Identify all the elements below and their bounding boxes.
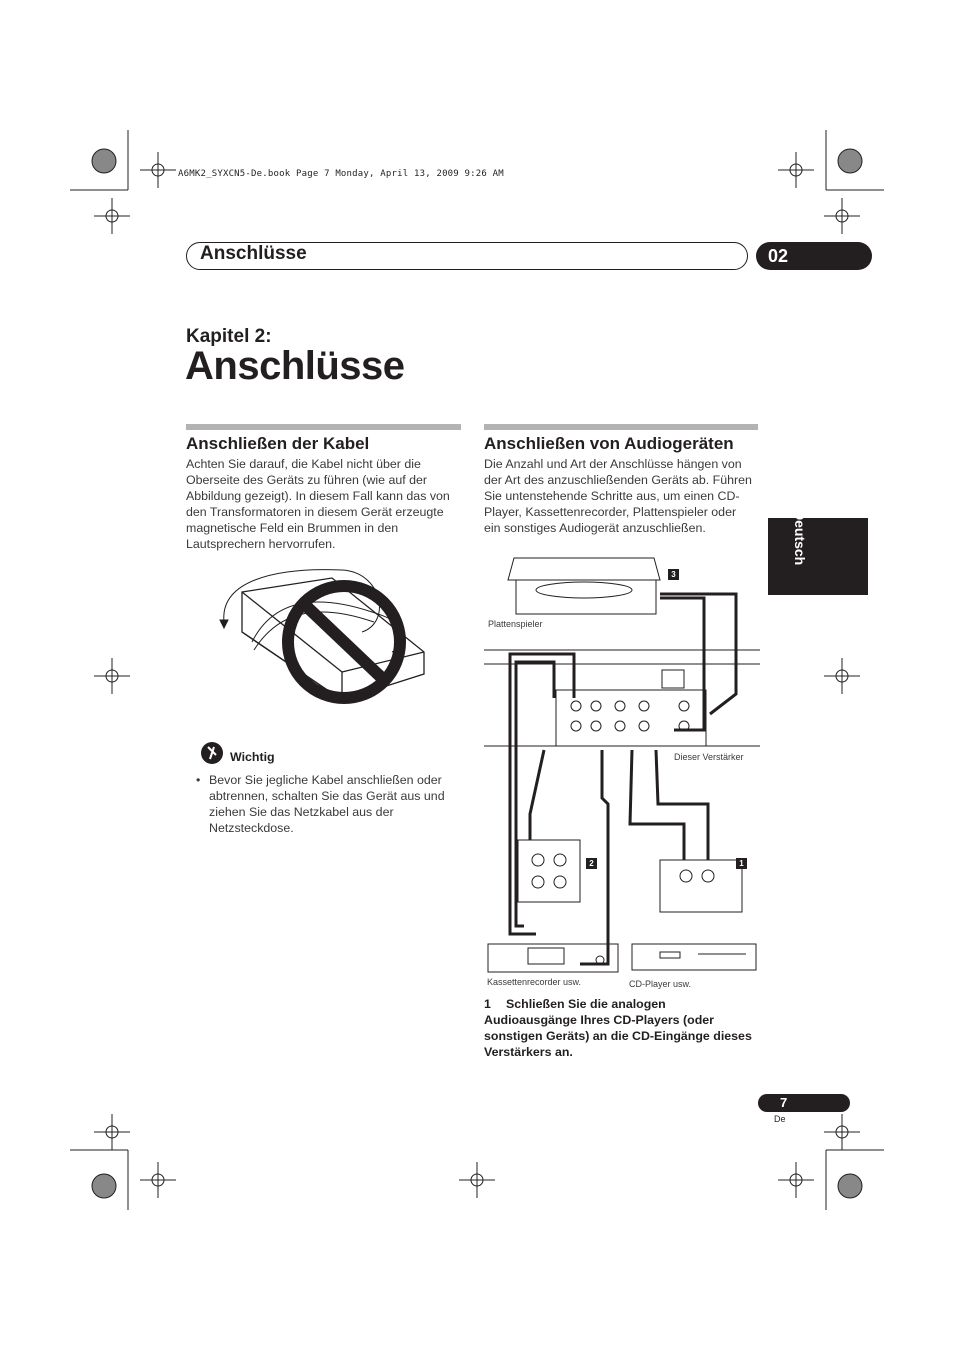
step-number: 1: [484, 997, 491, 1011]
page-language: De: [774, 1114, 786, 1124]
language-tab: [768, 518, 868, 595]
step-text: Schließen Sie die analogen Audioausgänge Ihres CD-Players (oder sonstigen Geräts) an die CD-Eingänge dieses Verstärkers an.: [484, 997, 752, 1059]
cd-player-caption: CD-Player usw.: [629, 979, 692, 989]
section-rule-right: [484, 424, 758, 430]
important-label: Wichtig: [230, 750, 275, 764]
chapter-label: Kapitel 2:: [186, 326, 272, 347]
cassette-caption: Kassettenrecorder usw.: [487, 977, 582, 987]
chapter-title: Anschlüsse: [185, 344, 405, 388]
right-body: Die Anzahl und Art der Anschlüsse hängen von der Art des anzuschließenden Geräts ab. Führen Sie untenstehende Schritte aus, um einen CD-Player, Kassettenrecorder, Plattenspieler oder ein sonstiges Audiogerät anzuschließen.: [484, 457, 752, 535]
page-number-badge: 7: [758, 1094, 850, 1112]
file-info: A6MK2_SYXCN5-De.book Page 7 Monday, April 13, 2009 9:26 AM: [178, 169, 504, 179]
important-icon: [200, 741, 224, 765]
diagram-badge-2: 2: [586, 858, 597, 869]
left-heading: Anschließen der Kabel: [186, 434, 370, 453]
language-tab-label: Deutsch: [792, 510, 808, 566]
turntable-caption: Plattenspieler: [488, 619, 543, 629]
header-section-title: Anschlüsse: [200, 243, 307, 264]
bullet-marker: •: [196, 773, 201, 787]
section-rule-left: [186, 424, 461, 430]
right-heading: Anschließen von Audiogeräten: [484, 434, 734, 453]
cable-warning-illustration: [212, 562, 434, 712]
chapter-number-badge: 02: [756, 242, 872, 270]
left-body: Achten Sie darauf, die Kabel nicht über die Oberseite des Geräts zu führen (wie auf der Abbildung gezeigt). In diesem Fall kann das von den Transformatoren in diesem Gerät erzeugte magnetische Feld ein Brummen in den Lautsprechern hervorrufen.: [186, 457, 450, 551]
amplifier-caption: Dieser Verstärker: [674, 752, 744, 762]
diagram-badge-1: 1: [736, 858, 747, 869]
diagram-badge-3: 3: [668, 569, 679, 580]
important-bullet-text: Bevor Sie jegliche Kabel anschließen oder abtrennen, schalten Sie das Gerät aus und ziehen Sie das Netzkabel aus der Netzsteckdose.: [209, 773, 445, 835]
